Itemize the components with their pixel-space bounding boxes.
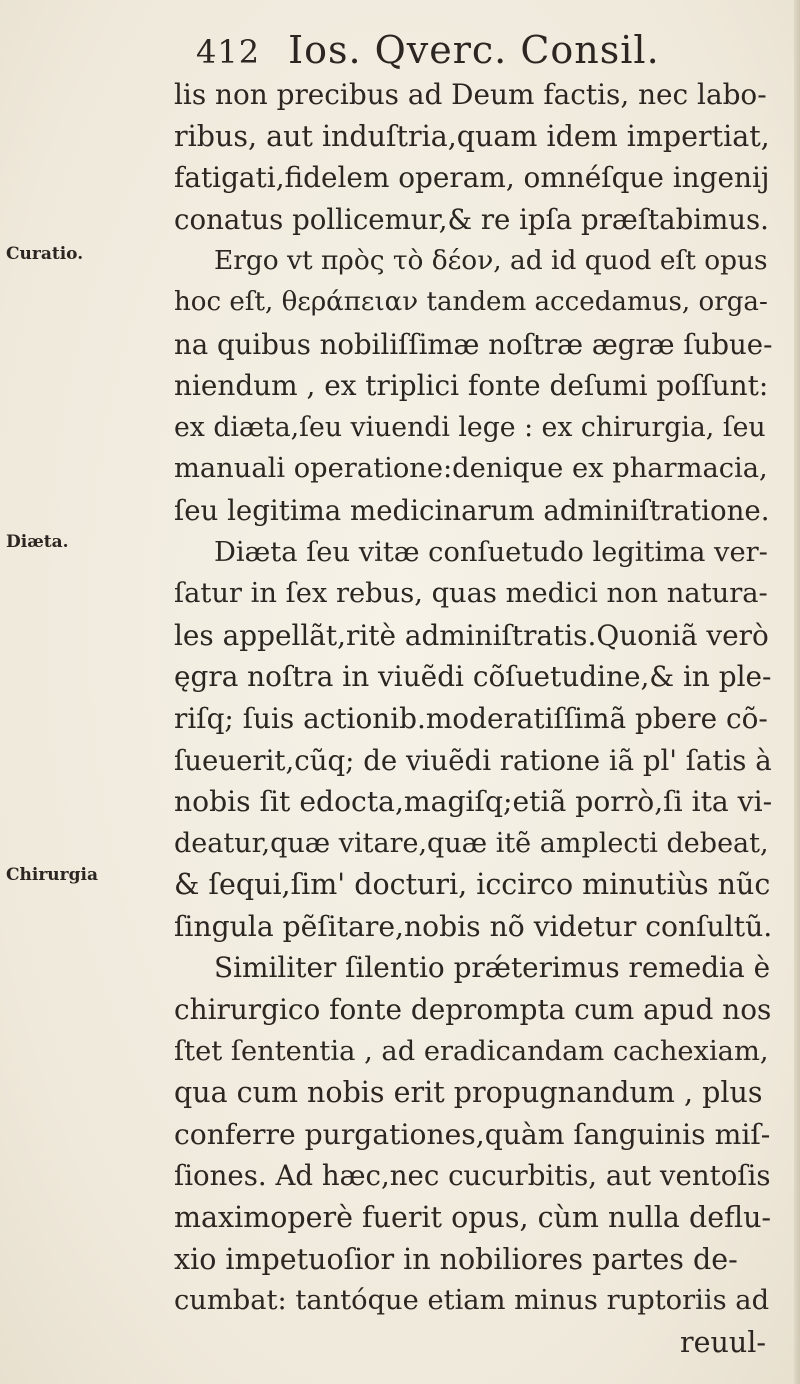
page-number: 412 (196, 33, 261, 71)
text-line: riſq; ſuis actionib.moderatiſſimã pbere cõ- (174, 701, 768, 735)
text-line: manuali operatione:denique ex pharmacia, (174, 453, 768, 485)
running-header (196, 28, 756, 78)
text-line: hoc eſt, θεράπειαν tandem accedamus, orga- (174, 286, 768, 317)
page-edge (794, 0, 800, 1384)
text-line: ſueuerit,cũq; de viuẽdi ratione iã pl' ſatis à (174, 743, 772, 777)
text-line: lis non precibus ad Deum factis, nec labo- (174, 78, 767, 111)
catchword: reuul- (680, 1325, 766, 1359)
text-line: ſiones. Ad hæc,nec cucurbitis, aut ventoſis (174, 1159, 771, 1193)
margin-note-diaeta: Diæta. (6, 532, 69, 552)
text-line: Similiter ſilentio prǽterimus remedia è (214, 951, 771, 985)
text-line: qua cum nobis erit propugnandum , plus (174, 1076, 763, 1110)
text-line: fatigati,fidelem operam, omnéſque ingenij (174, 161, 770, 195)
text-line: ſtet ſententia , ad eradicandam cachexiam, (174, 1035, 769, 1067)
text-line: les appellãt,ritè adminiſtratis.Quoniã verò (174, 618, 769, 652)
text-line: chirurgico fonte deprompta cum apud nos (174, 993, 772, 1027)
margin-note-chirurgia: Chirurgia (6, 865, 98, 885)
text-line: deatur,quæ vitare,quæ itẽ amplecti debeat, (174, 827, 769, 859)
text-line: na quibus nobiliſſimæ noſtræ ægræ ſubue- (174, 327, 773, 361)
text-line: conferre purgationes,quàm ſanguinis miſ- (174, 1117, 771, 1151)
body-text (174, 74, 772, 1363)
text-line: Ergo vt πρὸς τὸ δέον, ad id quod eſt opus (214, 245, 768, 277)
margin-note-curatio: Curatio. (6, 244, 84, 264)
text-line: ſatur in ſex rebus, quas medici non natura- (174, 578, 768, 610)
text-line: Diæta ſeu vitæ conſuetudo legitima ver- (214, 536, 768, 568)
text-line: maximoperè fuerit opus, cùm nulla deflu- (174, 1201, 772, 1235)
text-line: cumbat: tantóque etiam minus ruptoriis ad (174, 1285, 770, 1317)
text-line: ribus, aut induſtria,quam idem impertiat, (174, 119, 770, 153)
text-line: nobis ſit edocta,magiſq;etiã porrò,ſi ita vi- (174, 785, 773, 819)
text-line: xio impetuoſior in nobiliores partes de- (174, 1242, 738, 1276)
text-line: ſeu legitima medicinarum adminiſtratione. (174, 493, 770, 527)
text-line: ex diæta,ſeu viuendi lege : ex chirurgia, ſeu (174, 411, 766, 443)
text-line: ſingula pẽſitare,nobis nõ videtur conſultũ. (174, 909, 773, 943)
text-line: niendum , ex triplici fonte deſumi poſſunt: (174, 369, 769, 403)
running-title: Ios. Qverc. Consil. (288, 28, 660, 72)
text-line: conatus pollicemur,& re ipſa præſtabimus. (174, 202, 769, 236)
text-line: ęgra noſtra in viuẽdi cõſuetudine,& in ple- (174, 660, 772, 694)
text-line: & ſequi,ſim' docturi, iccirco minutiùs nũc (174, 868, 771, 902)
